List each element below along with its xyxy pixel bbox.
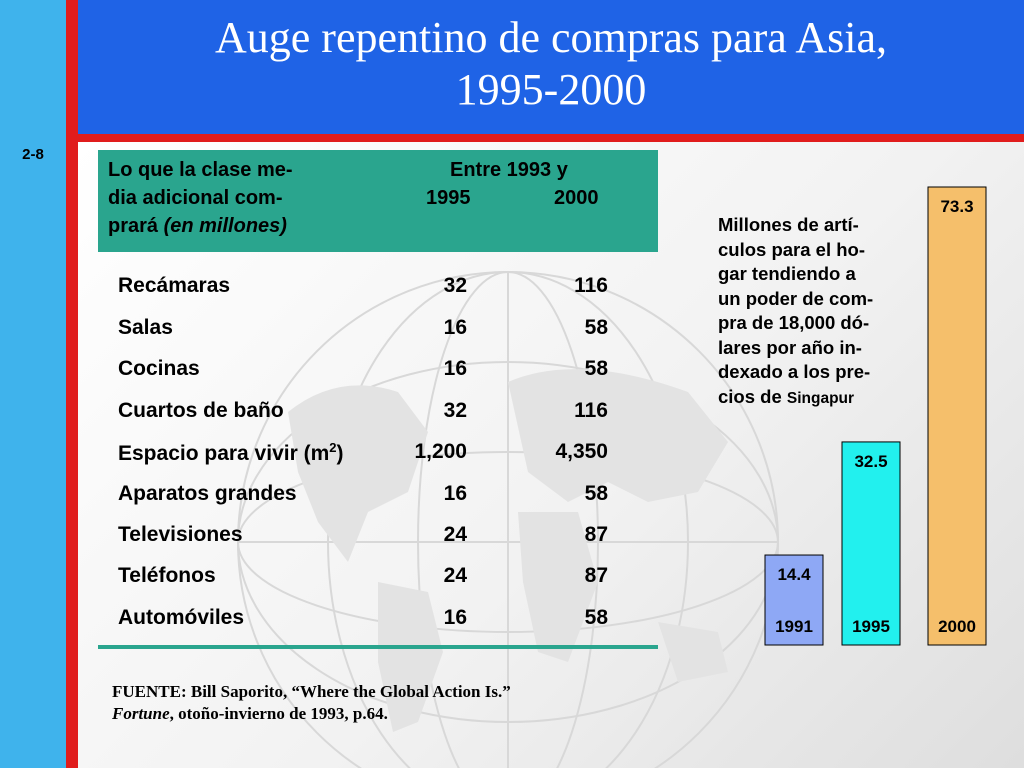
chart-note: Millones de artí- culos para el ho- gar tendiendo a un poder de com- pra de 18,000 dó- lares por año in- dexado a los pre- cios de Singapur bbox=[718, 214, 874, 407]
table-header-period: Entre 1993 y bbox=[450, 159, 568, 181]
table-row: Aparatos grandes 16 58 bbox=[118, 482, 608, 505]
table-row: Salas 16 58 bbox=[118, 316, 608, 339]
bar-value-label: 32.5 bbox=[854, 451, 888, 471]
table-row: Espacio para vivir $(m^2)$ 1,200 4,350 bbox=[118, 440, 608, 465]
table-row: Automóviles 16 58 bbox=[118, 606, 608, 629]
table-row: Cuartos de baño 32 116 bbox=[118, 399, 608, 422]
table-header-description: Lo que la clase me- dia adicional com- prará (en millones) bbox=[108, 159, 293, 237]
bar-2000 bbox=[928, 187, 986, 645]
bar-category-label: 1995 bbox=[852, 617, 890, 636]
bar-value-label: 73.3 bbox=[940, 197, 974, 216]
slide-title-line-2: 1995-2000 bbox=[455, 65, 647, 114]
slide-number: 2-8 bbox=[22, 146, 44, 163]
bar-value-label: 14.4 bbox=[777, 565, 811, 585]
bar-category-label: 1991 bbox=[775, 617, 813, 636]
table-header-col-1995: 1995 bbox=[426, 187, 471, 209]
table-row: Recámaras 32 116 bbox=[118, 274, 608, 297]
table-row: Televisiones 24 87 bbox=[118, 523, 608, 546]
table-row: Cocinas 16 58 bbox=[118, 357, 608, 380]
source-citation: FUENTE: Bill Saporito, “Where the Global Action Is.” Fortune, otoño-invierno de 1993, p.64. bbox=[112, 682, 511, 723]
table-row: Teléfonos 24 87 bbox=[118, 564, 608, 587]
table-header-col-2000: 2000 bbox=[554, 187, 599, 209]
bar-1995 bbox=[842, 442, 900, 645]
slide-title-line-1: Auge repentino de compras para Asia, bbox=[215, 13, 887, 62]
bar-category-label: 2000 bbox=[938, 617, 976, 636]
